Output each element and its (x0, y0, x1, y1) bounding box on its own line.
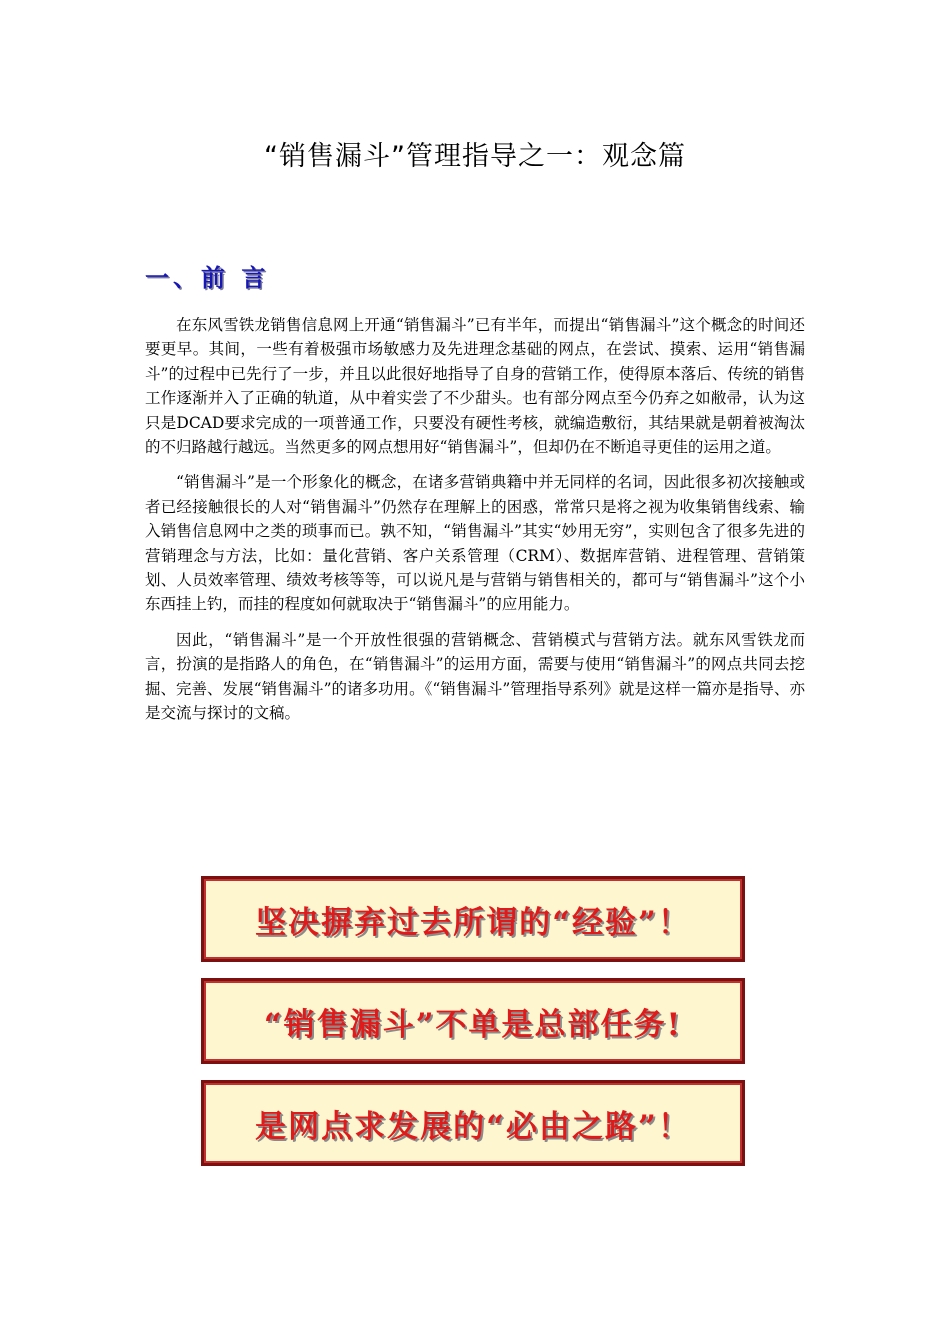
paragraph-3: 因此，“销售漏斗”是一个开放性很强的营销概念、营销模式与营销方法。就东风雪铁龙而言，扮演的是指路人的角色，在“销售漏斗”的运用方面，需要与使用“销售漏斗”的网点共同去挖掘、完善、发展“销售漏斗”的诸多功用。《“销售漏斗”管理指导系列》就是这样一篇亦是指导、亦是交流与探讨的文稿。 (145, 630, 805, 723)
body-text (145, 313, 805, 737)
slogan-box-3 (201, 1080, 745, 1166)
section-heading-preface: 一、前 言 (145, 264, 270, 292)
paragraph-1: 在东风雪铁龙销售信息网上开通“销售漏斗”已有半年，而提出“销售漏斗”这个概念的时间还要更早。其间，一些有着极强市场敏感力及先进理念基础的网点，在尝试、摸索、运用“销售漏斗”的过程中已先行了一步，并且以此很好地指导了自身的营销工作，使得原本落后、传统的销售工作逐渐并入了正确的轨道，从中着实尝了不少甜头。也有部分网点至今仍弃之如敝帚，认为这只是DCAD要求完成的一项普通工作，只要没有硬性考核，就编造敷衍，其结果就是朝着被淘汰的不归路越行越远。当然更多的网点想用好“销售漏斗”，但却仍在不断追寻更佳的运用之道。 (145, 316, 805, 457)
document-title: “销售漏斗”管理指导之一：观念篇 (264, 141, 686, 172)
paragraph-2: “销售漏斗”是一个形象化的概念，在诸多营销典籍中并无同样的名词，因此很多初次接触或者已经接触很长的人对“销售漏斗”仍然存在理解上的困惑，常常只是将之视为收集销售线索、输入销售信息网中之类的琐事而已。孰不知，“销售漏斗”其实“妙用无穷”，实则包含了很多先进的营销理念与方法，比如：量化营销、客户关系管理（CRM）、数据库营销、进程管理、营销策划、人员效率管理、绩效考核等等，可以说凡是与营销与销售相关的，都可与“销售漏斗”这个小东西挂上钓，而挂的程度如何就取决于“销售漏斗”的应用能力。 (145, 473, 805, 614)
slogan-text-1: 坚决摒弃过去所谓的“经验”！ (255, 904, 691, 941)
slogan-text-3: 是网点求发展的“必由之路”！ (255, 1108, 691, 1145)
slogan-box-2 (201, 978, 745, 1064)
slogan-text-2: “销售漏斗”不单是总部任务! (263, 1006, 683, 1043)
slogan-box-1 (201, 876, 745, 962)
